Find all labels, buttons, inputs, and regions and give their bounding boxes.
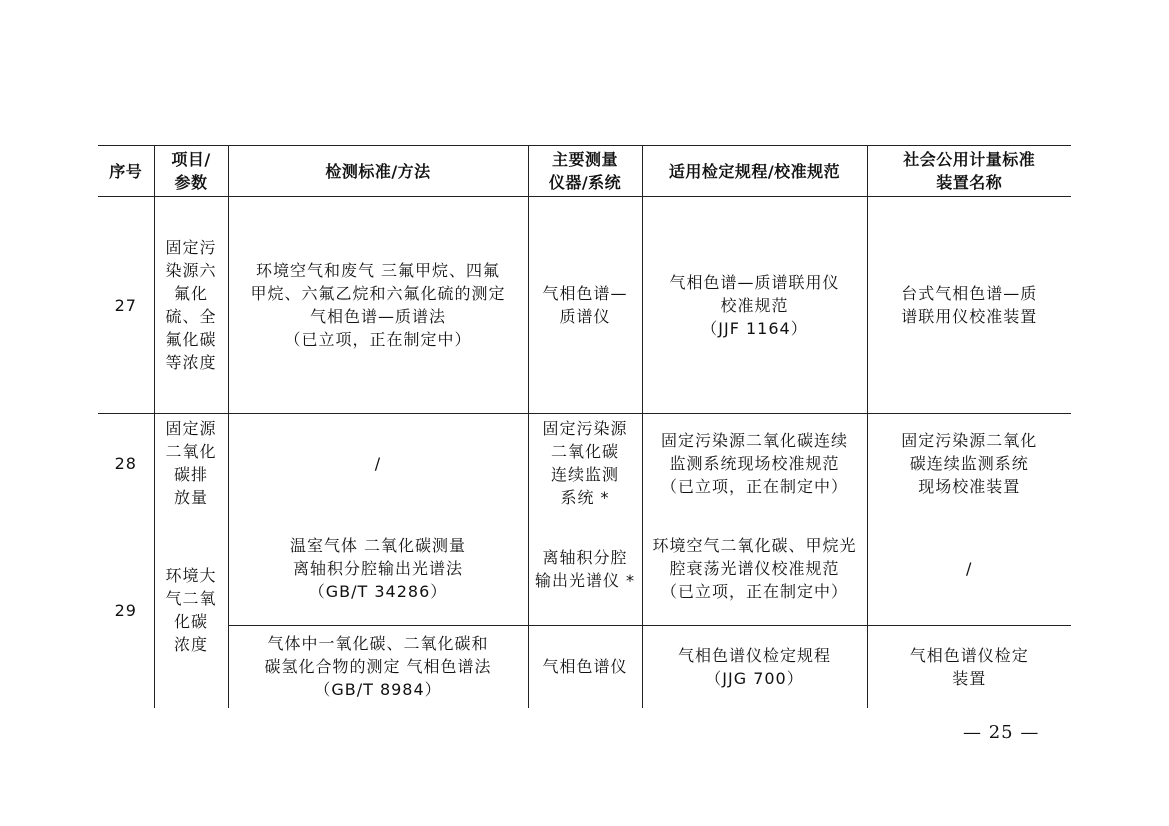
row-29a-regulation: 环境空气二氧化碳、甲烷光 腔衰荡光谱仪校准规范 （已立项，正在制定中） bbox=[642, 513, 867, 626]
row-29b-instrument: 气相色谱仪 bbox=[528, 625, 642, 708]
row-28-regulation: 固定污染源二氧化碳连续 监测系统现场校准规范 （已立项，正在制定中） bbox=[642, 414, 867, 513]
row-29-item: 环境大 气二氧 化碳 浓度 bbox=[154, 513, 228, 708]
row-27-instrument: 气相色谱— 质谱仪 bbox=[528, 197, 642, 414]
row-28-instrument: 固定污染源 二氧化碳 连续监测 系统 * bbox=[528, 414, 642, 513]
header-standard: 检测标准/方法 bbox=[228, 146, 528, 197]
row-29a-device: / bbox=[867, 513, 1071, 626]
row-27-item: 固定污 染源六 氟化 硫、全 氟化碳 等浓度 bbox=[154, 197, 228, 414]
row-28-item: 固定源 二氧化 碳排 放量 bbox=[154, 414, 228, 513]
row-28-device: 固定污染源二氧化 碳连续监测系统 现场校准装置 bbox=[867, 414, 1071, 513]
row-27-regulation: 气相色谱—质谱联用仪 校准规范 （JJF 1164） bbox=[642, 197, 867, 414]
row-29b-device: 气相色谱仪检定 装置 bbox=[867, 625, 1071, 708]
table-row bbox=[98, 625, 1071, 708]
row-29a-instrument: 离轴积分腔 输出光谱仪 * bbox=[528, 513, 642, 626]
row-28-no: 28 bbox=[98, 414, 154, 513]
table-header-row bbox=[98, 146, 1071, 197]
row-27-device: 台式气相色谱—质 谱联用仪校准装置 bbox=[867, 197, 1071, 414]
table-row bbox=[98, 414, 1071, 513]
header-device: 社会公用计量标准 装置名称 bbox=[867, 146, 1071, 197]
row-29-no: 29 bbox=[98, 513, 154, 708]
row-29b-standard: 气体中一氧化碳、二氧化碳和 碳氢化合物的测定 气相色谱法 （GB/T 8984） bbox=[228, 625, 528, 708]
header-instrument: 主要测量 仪器/系统 bbox=[528, 146, 642, 197]
row-27-no: 27 bbox=[98, 197, 154, 414]
row-28-standard: / bbox=[228, 414, 528, 513]
header-regulation: 适用检定规程/校准规范 bbox=[642, 146, 867, 197]
row-29a-standard: 温室气体 二氧化碳测量 离轴积分腔输出光谱法 （GB/T 34286） bbox=[228, 513, 528, 626]
metrology-standards-table bbox=[98, 145, 1071, 708]
row-27-standard: 环境空气和废气 三氟甲烷、四氟 甲烷、六氟乙烷和六氟化硫的测定 气相色谱—质谱法 （已立项，正在制定中） bbox=[228, 197, 528, 414]
header-item: 项目/ 参数 bbox=[154, 146, 228, 197]
table-row bbox=[98, 197, 1071, 414]
header-no: 序号 bbox=[98, 146, 154, 197]
page-number: — 25 — bbox=[963, 722, 1040, 743]
table-row bbox=[98, 513, 1071, 626]
row-29b-regulation: 气相色谱仪检定规程 （JJG 700） bbox=[642, 625, 867, 708]
